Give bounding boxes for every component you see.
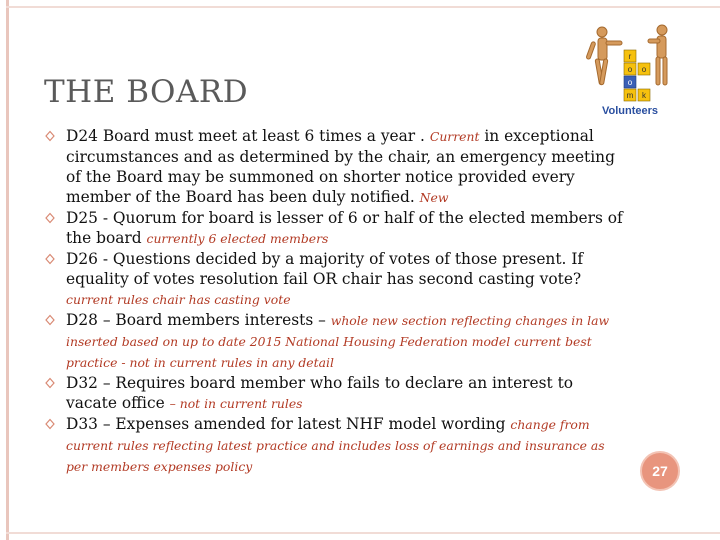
item-text: D26 - Questions decided by a majority of votes of those present. If equality of votes resolution fail OR chair has second casting vote? [66, 250, 584, 288]
item-note: New [419, 190, 449, 205]
item-note: change from current rules reflecting latest practice and includes loss of earnings and insurance as per members expenses policy [66, 417, 605, 474]
item-note: Current [429, 129, 480, 144]
mannequin-left-icon [586, 27, 622, 85]
tile-2: o [627, 65, 633, 74]
volunteers-logo [582, 10, 678, 120]
bullet-icon [44, 212, 56, 224]
logo-wordmark: Volunteers [601, 105, 659, 117]
item-text: D33 – Expenses amended for latest NHF model wording [66, 415, 511, 433]
item-note: whole new section reflecting changes in law inserted based on up to date 2015 National Housing Federation model current best practice - not in current rules in any detail [66, 313, 610, 370]
tile-6: k [642, 91, 646, 100]
bullet-icon [44, 377, 56, 389]
item-note: current rules chair has casting vote [66, 292, 291, 307]
list-item [44, 373, 624, 414]
frame-left-bar [6, 0, 9, 540]
item-text: D28 – Board members interests – [66, 311, 331, 329]
item-note: currently 6 elected members [146, 231, 329, 246]
tile-1: r [628, 52, 632, 61]
item-text: D32 – Requires board member who fails to declare an interest to vacate office [66, 374, 574, 412]
list-item [44, 310, 624, 373]
bullet-icon [44, 253, 56, 265]
item-text: D24 Board must meet at least 6 times a year . [66, 127, 430, 145]
bullet-icon [44, 314, 56, 326]
bullet-icon [44, 130, 56, 142]
slide-title: THE BOARD [44, 74, 249, 110]
bullet-list [44, 126, 624, 477]
tile-4: o [627, 78, 633, 87]
list-item [44, 208, 624, 249]
item-note: – not in current rules [169, 396, 303, 411]
page-number-badge: 27 [640, 451, 680, 491]
item-text-continued: in exceptional circumstances and as determined by the chair, an emergency meeting of the Board may be summoned on shorter notice provided every member of the Board has been duly notified. [66, 127, 615, 206]
frame-bottom-line [6, 532, 720, 534]
list-item [44, 414, 624, 477]
letter-tiles [624, 50, 650, 101]
list-item [44, 126, 624, 208]
mannequin-right-icon [648, 25, 667, 85]
list-item [44, 249, 624, 310]
item-text: D25 - Quorum for board is lesser of 6 or half of the elected members of the board [66, 209, 623, 247]
tile-3: o [641, 65, 647, 74]
tile-5: m [626, 91, 634, 100]
bullet-icon [44, 418, 56, 430]
frame-top-line [6, 6, 720, 8]
